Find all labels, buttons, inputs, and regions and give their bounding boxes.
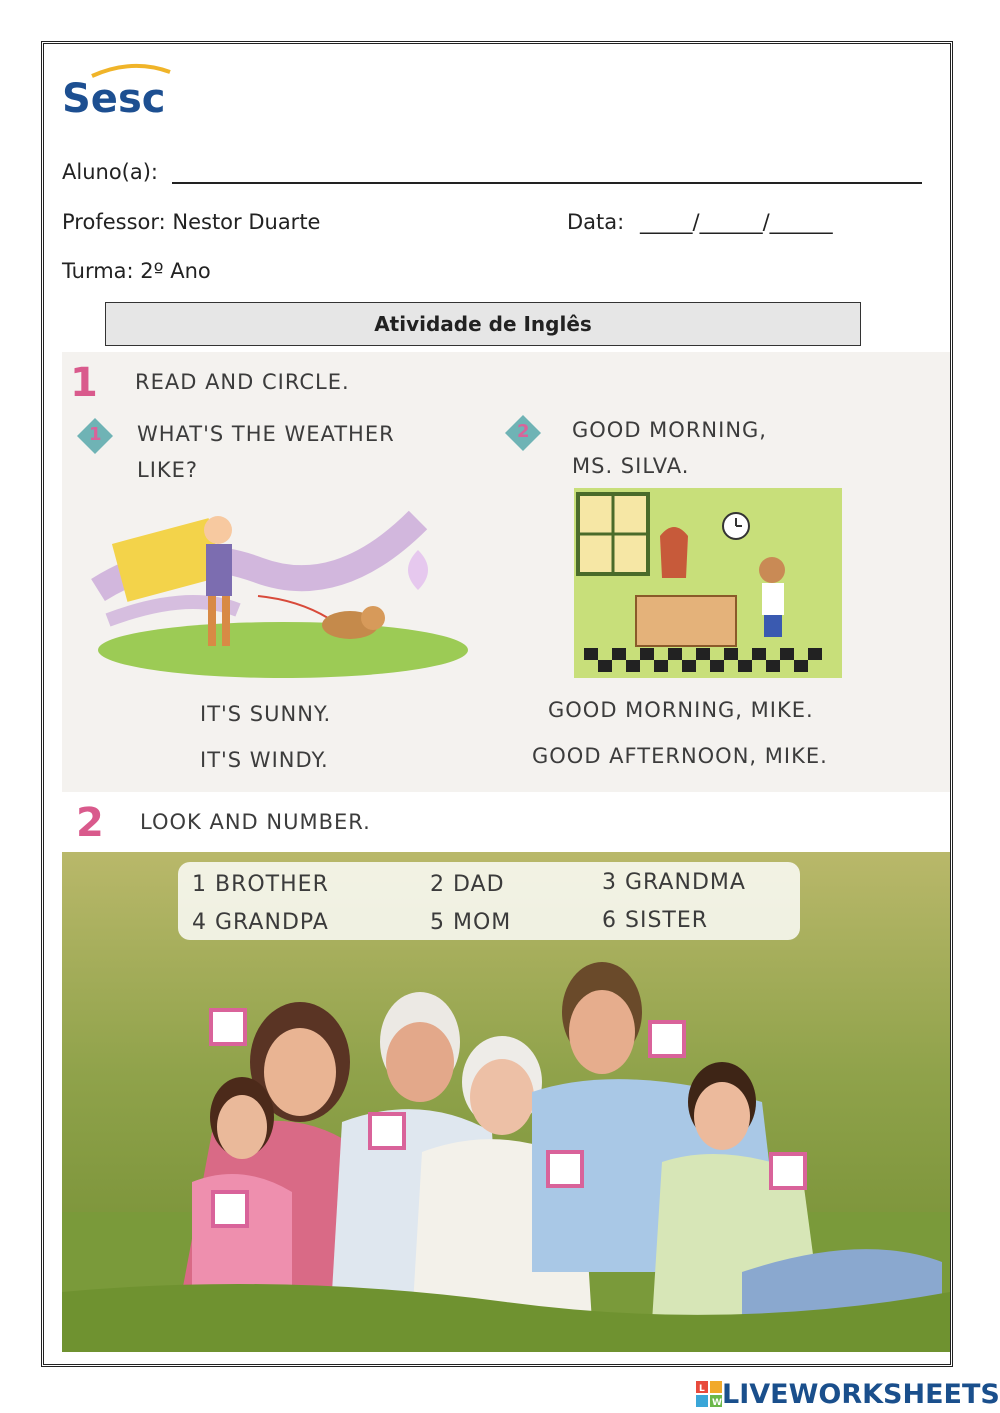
aluno-label: Aluno(a): (62, 160, 158, 184)
word-grandma: 3 GRANDMA (602, 870, 746, 895)
exercise-1-instruction: READ AND CIRCLE. (135, 370, 350, 394)
windy-day-illustration (88, 500, 472, 680)
liveworksheets-text: LIVEWORKSHEETS (722, 1378, 1000, 1410)
word-dad: 2 DAD (430, 872, 505, 897)
liveworksheets-icon-letter-l: L (699, 1384, 705, 1394)
word-sister: 6 SISTER (602, 908, 709, 933)
professor-label: Professor: Nestor Duarte (62, 210, 321, 234)
liveworksheets-icon-letter-w: W (712, 1398, 722, 1407)
word-mom: 5 MOM (430, 910, 512, 935)
q1-option-sunny[interactable]: IT'S SUNNY. (200, 702, 332, 726)
answer-box-sister[interactable] (211, 1190, 249, 1228)
answer-box-grandma[interactable] (546, 1150, 584, 1188)
q2-option-good-morning[interactable]: GOOD MORNING, MIKE. (548, 698, 814, 722)
answer-box-grandpa[interactable] (368, 1112, 406, 1150)
question-2-prompt-line1: GOOD MORNING, (572, 418, 767, 442)
liveworksheets-logo (696, 1378, 1000, 1410)
classroom-illustration (574, 488, 842, 678)
question-2-prompt-line2: MS. SILVA. (572, 454, 690, 478)
exercise-2-instruction: LOOK AND NUMBER. (140, 810, 371, 834)
liveworksheets-icon (696, 1381, 722, 1407)
aluno-answer-line[interactable] (172, 182, 922, 184)
q1-option-windy[interactable]: IT'S WINDY. (200, 748, 329, 772)
turma-label: Turma: 2º Ano (62, 259, 211, 283)
date-blank[interactable]: _____/______/______ (640, 210, 833, 234)
svg-text:Sesc: Sesc (62, 76, 166, 122)
activity-title: Atividade de Inglês (105, 302, 861, 346)
q2-option-good-afternoon[interactable]: GOOD AFTERNOON, MIKE. (532, 744, 828, 768)
word-brother: 1 BROTHER (192, 872, 329, 897)
word-grandpa: 4 GRANDPA (192, 910, 329, 935)
exercise-2-number: 2 (76, 800, 104, 846)
question-1-prompt-line2: LIKE? (137, 458, 199, 482)
answer-box-mom[interactable] (209, 1008, 247, 1046)
question-1-number: 1 (89, 424, 103, 445)
answer-box-brother[interactable] (769, 1152, 807, 1190)
data-label: Data: (567, 210, 625, 234)
sesc-logo (62, 62, 182, 122)
question-2-number: 2 (517, 421, 531, 442)
exercise-1-number: 1 (70, 360, 98, 406)
answer-box-dad[interactable] (648, 1020, 686, 1058)
question-1-prompt-line1: WHAT'S THE WEATHER (137, 422, 395, 446)
